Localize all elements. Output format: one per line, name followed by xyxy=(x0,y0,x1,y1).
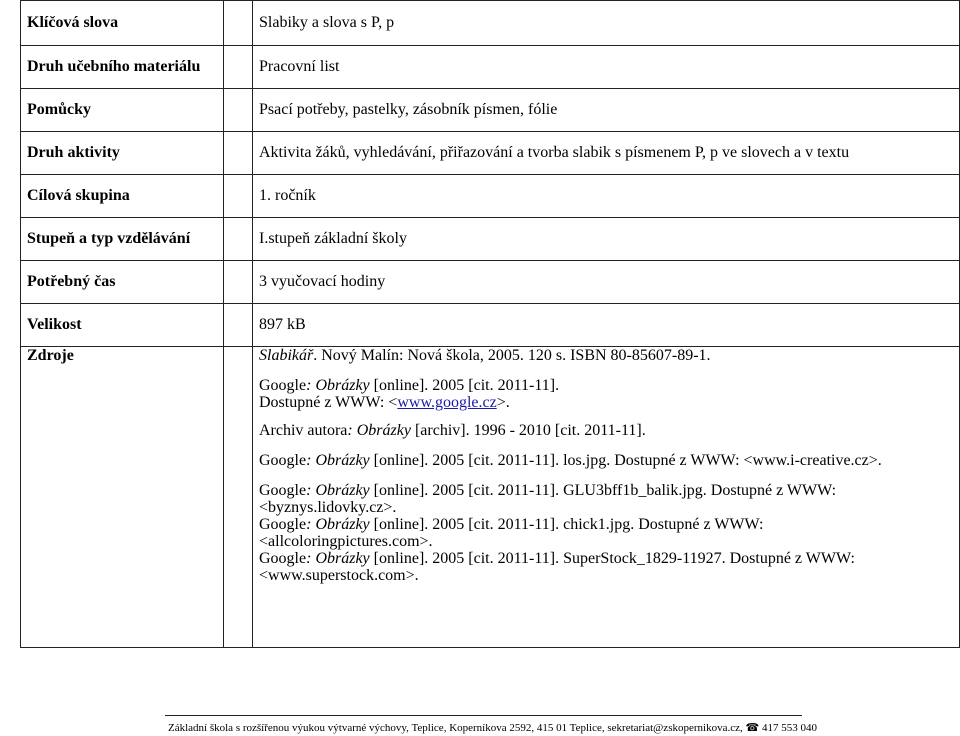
source-entry: Slabikář. Nový Malín: Nová škola, 2005. 120 s. ISBN 80-85607-89-1. xyxy=(259,347,711,364)
row-value: Psací potřeby, pastelky, zásobník písmen, fólie xyxy=(253,89,960,132)
row-label: Druh učebního materiálu xyxy=(21,46,224,89)
table-row xyxy=(21,175,960,218)
source-entry: Google: Obrázky [online]. 2005 [cit. 2011-11]. GLU3bff1b_balik.jpg. Dostupné z WWW: xyxy=(259,482,837,499)
footer xyxy=(168,721,817,734)
sources-row xyxy=(21,347,960,648)
row-value: 3 vyučovací hodiny xyxy=(253,261,960,304)
source-entry-cont: <www.superstock.com>. xyxy=(259,567,419,584)
row-label: Pomůcky xyxy=(21,89,224,132)
table-row xyxy=(21,132,960,175)
source-entry-cont: <byznys.lidovky.cz>. xyxy=(259,499,397,516)
row-label: Klíčová slova xyxy=(21,1,224,46)
phone-icon: ☎ xyxy=(745,722,760,734)
row-value: 897 kB xyxy=(253,304,960,347)
table-row xyxy=(21,89,960,132)
row-label: Cílová skupina xyxy=(21,175,224,218)
source-entry: Google: Obrázky [online]. 2005 [cit. 2011-11]. SuperStock_1829-11927. Dostupné z WWW: xyxy=(259,550,855,567)
row-label: Velikost xyxy=(21,304,224,347)
footer-divider xyxy=(165,715,802,716)
row-label: Druh aktivity xyxy=(21,132,224,175)
footer-phone: 417 553 040 xyxy=(761,722,817,734)
table-row xyxy=(21,46,960,89)
sources-list xyxy=(253,347,960,648)
row-label: Potřebný čas xyxy=(21,261,224,304)
row-value: 1. ročník xyxy=(253,175,960,218)
row-value: Aktivita žáků, vyhledávání, přiřazování a tvorba slabik s písmenem P, p ve slovech a v textu xyxy=(253,132,960,175)
table-row xyxy=(21,1,960,46)
row-label: Stupeň a typ vzdělávání xyxy=(21,218,224,261)
metadata-table xyxy=(20,0,960,648)
table-row xyxy=(21,304,960,347)
sources-label: Zdroje xyxy=(21,347,224,648)
row-value: Slabiky a slova s P, p xyxy=(253,1,960,46)
table-row xyxy=(21,261,960,304)
source-entry: Google: Obrázky [online]. 2005 [cit. 2011-11]. los.jpg. Dostupné z WWW: <www.i-creative.cz>. xyxy=(259,452,882,469)
source-entry: Google: Obrázky [online]. 2005 [cit. 2011-11]. xyxy=(259,377,560,394)
google-link[interactable]: www.google.cz xyxy=(397,394,497,411)
table-row xyxy=(21,218,960,261)
source-entry: Google: Obrázky [online]. 2005 [cit. 2011-11]. chick1.jpg. Dostupné z WWW: xyxy=(259,516,764,533)
source-entry: Archiv autora: Obrázky [archiv]. 1996 - 2010 [cit. 2011-11]. xyxy=(259,422,646,439)
row-value: Pracovní list xyxy=(253,46,960,89)
source-entry-cont: Dostupné z WWW: <www.google.cz>. xyxy=(259,394,510,411)
footer-text: Základní škola s rozšířenou výukou výtvarné výchovy, Teplice, Koperníkova 2592, 415 01 Teplice, sekretariat@zskopernikova.cz, xyxy=(168,722,743,734)
row-value: I.stupeň základní školy xyxy=(253,218,960,261)
source-entry-cont: <allcoloringpictures.com>. xyxy=(259,533,433,550)
